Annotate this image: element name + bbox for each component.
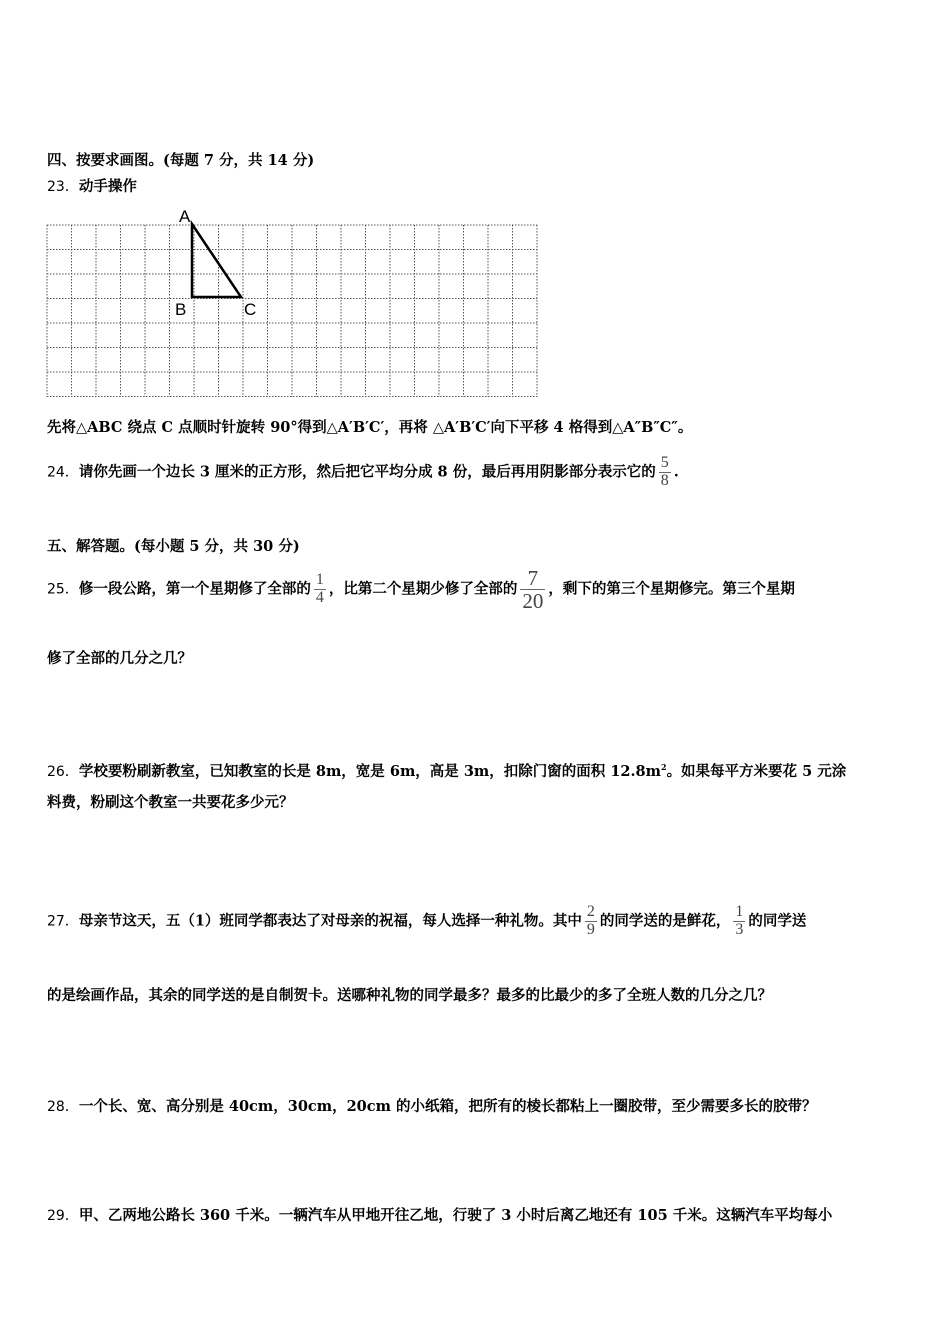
question-text: 请你先画一个边长 3 厘米的正方形，然后把它平均分成 8 份，最后再用阴影部分表示它的 xyxy=(78,463,656,481)
fraction-1-3: $\frac{1}{3}$ xyxy=(735,903,744,938)
question-27-line-1: 27．母亲节这天，五（1）班同学都表达了对母亲的祝福，每人选择一种礼物。其中 $\frac{2}{9}$ 的同学送的是鲜花， $\frac{1}{3}$ 的同学送 xyxy=(47,903,807,938)
label-c: C xyxy=(244,300,257,319)
question-number: 25． xyxy=(47,581,79,598)
question-number: 29． xyxy=(47,1208,79,1224)
section-4-heading: 四、按要求画图。(每题 7 分，共 14 分) xyxy=(47,152,315,169)
question-26-line-2: 料费，粉刷这个教室一共要花多少元？ xyxy=(47,794,294,811)
fraction-5-8: $\frac{5}{8}$ xyxy=(660,454,669,489)
fraction-7-20: $\frac{7}{20}$ xyxy=(522,566,544,614)
section-5-heading: 五、解答题。(每小题 5 分，共 30 分) xyxy=(47,538,300,555)
triangle-abc xyxy=(192,224,241,297)
question-number: 23． xyxy=(47,179,79,195)
question-26-line-1: 26．学校要粉刷新教室，已知教室的长是 8m，宽是 6m，高是 3m，扣除门窗的面积 $12.8m^2$。如果每平方米要花 5 元涂 xyxy=(47,762,847,780)
question-number: 28． xyxy=(47,1099,79,1115)
grid-triangle-figure xyxy=(44,203,540,399)
fraction-2-9: $\frac{2}{9}$ xyxy=(586,903,595,938)
question-25-line-1: 25．修一段公路，第一个星期修了全部的 $\frac{1}{4}$ ，比第二个星期少修了全部的 $\frac{7}{20}$ ，剩下的第三个星期修完。第三个星期 xyxy=(47,566,795,614)
question-27-line-2: 的是绘画作品，其余的同学送的是自制贺卡。送哪种礼物的同学最多？最多的比最少的多了全班人数的几分之几？ xyxy=(47,987,772,1004)
fraction-1-4: $\frac{1}{4}$ xyxy=(315,571,324,607)
question-25-line-2: 修了全部的几分之几？ xyxy=(47,650,192,667)
label-a: A xyxy=(179,207,191,226)
question-text: 动手操作 xyxy=(78,178,137,195)
question-29: 29．甲、乙两地公路长 360 千米。一辆汽车从甲地开往乙地，行驶了 3 小时后离乙地还有 105 千米。这辆汽车平均每小 xyxy=(47,1207,833,1224)
question-23-instruction: 先将△ABC 绕点 C 点顺时针旋转 90°得到△A′B′C′，再将 △A′B′C′向下平移 4 格得到△A″B″C″。 xyxy=(47,419,693,436)
question-number: 26． xyxy=(47,763,79,780)
question-number: 27． xyxy=(47,913,79,930)
question-24: 24．请你先画一个边长 3 厘米的正方形，然后把它平均分成 8 份，最后再用阴影部分表示它的 $\frac{5}{8}$ . xyxy=(47,454,679,489)
question-28: 28．一个长、宽、高分别是 40cm，30cm，20cm 的小纸箱，把所有的棱长都粘上一圈胶带，至少需要多长的胶带？ xyxy=(47,1098,817,1115)
question-23-title xyxy=(47,177,137,197)
label-b: B xyxy=(175,300,187,319)
question-number: 24． xyxy=(47,464,79,481)
